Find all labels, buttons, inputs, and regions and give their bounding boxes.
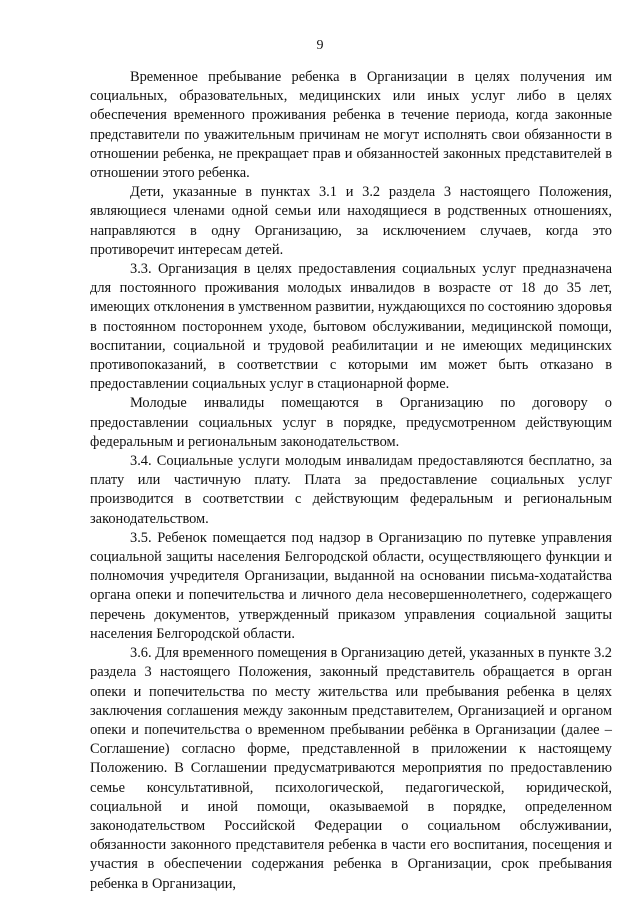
paragraph-3-6: 3.6. Для временного помещения в Организацию детей, указанных в пункте 3.2 раздела 3 настоящего Положения, законный представитель обращается в орган опеки и попечительства по месту жительства или пребывания ребенка в целях заключения соглашения между законным представителем, Организацией и органом опеки и попечительства о временном пребывании ребёнка в Организации (далее – Соглашение) согласно форме, представленной в приложении к настоящему Положению. В Соглашении предусматриваются мероприятия по предоставлению семье консультативной, психологической, педагогической, юридической, социальной и иной помощи, оказываемой в порядке, определенном законодательством Российской Федерации о социальном обслуживании, обязанности законного представителя ребенка в части его воспитания, посещения и участия в обеспечении содержания ребенка в Организации, срок пребывания ребенка в Организации, <box>90 645 612 892</box>
paragraph-young-disabled: Молодые инвалиды помещаются в Организацию по договору о предоставлении социальных услуг в порядке, предусмотренном действующим федеральным и региональным законодательством. <box>90 395 612 450</box>
paragraph-3-3: 3.3. Организация в целях предоставления социальных услуг предназначена для постоянного проживания молодых инвалидов в возрасте от 18 до 35 лет, имеющих отклонения в умственном развитии, нуждающихся по состоянию здоровья в постоянном постороннем уходе, бытовом обслуживании, медицинской помощи, воспитании, социальной и трудовой реабилитации и не имеющих медицинских противопоказаний, в соответствии с которыми им может быть отказано в предоставлении социальных услуг в стационарной форме. <box>90 261 612 393</box>
paragraph-siblings: Дети, указанные в пунктах 3.1 и 3.2 раздела 3 настоящего Положения, являющиеся членами одной семьи или находящиеся в родственных отношениях, направляются в одну Организацию, за исключением случаев, когда это противоречит интересам детей. <box>90 184 612 258</box>
paragraph-3-5: 3.5. Ребенок помещается под надзор в Организацию по путевке управления социальной защиты населения Белгородской области, осуществляющего функции и полномочия учредителя Организации, выданной на основании письма-ходатайства органа опеки и попечительства и личного дела несовершеннолетнего, содержащего перечень документов, утвержденный приказом управления социальной защиты населения Белгородской области. <box>90 529 612 642</box>
document-body <box>90 68 612 894</box>
paragraph-temporary-stay: Временное пребывание ребенка в Организации в целях получения им социальных, образовательных, медицинских или иных услуг либо в целях обеспечения временного проживания ребенка в течение периода, когда законные представители по уважительным причинам не могут исполнять свои обязанности в отношении ребенка, не прекращает прав и обязанностей законных представителей в отношении этого ребенка. <box>90 69 612 182</box>
page-number: 9 <box>316 38 324 53</box>
paragraph-3-4: 3.4. Социальные услуги молодым инвалидам предоставляются бесплатно, за плату или частичную плату. Плата за предоставление социальных услуг производится в соответствии с действующим федеральным и региональным законодательством. <box>90 453 612 527</box>
